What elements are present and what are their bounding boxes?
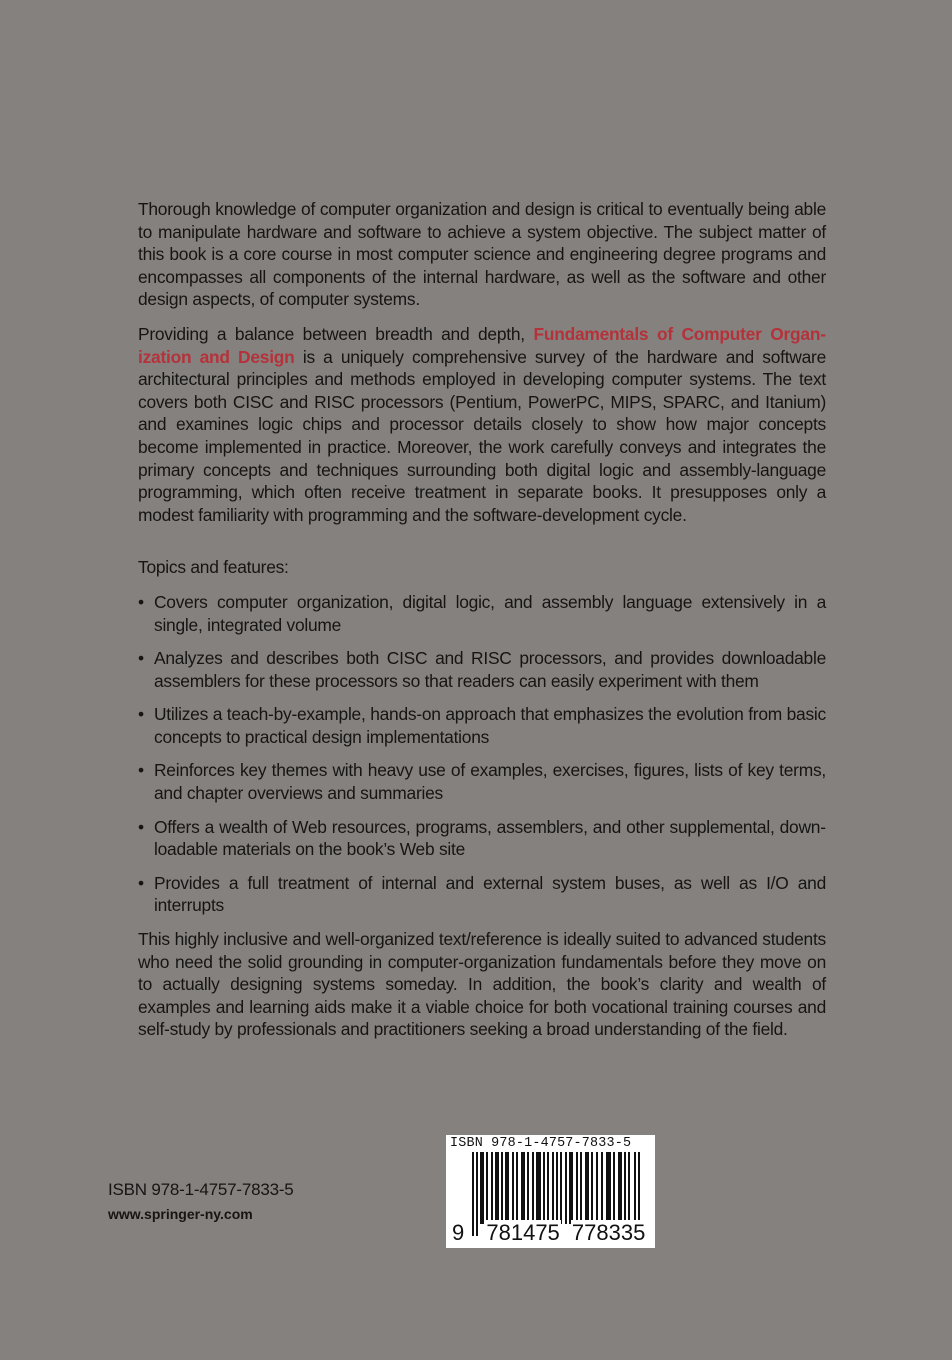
closing-paragraph: This highly inclusive and well-organized text/reference is ideally suited to advanced students who need the solid grounding in computer-organization fundamentals before they move on to actually designing systems someday. In addition, the book’s clarity and wealth of examples and learning aids make it a viable choice for both vocational training courses and self-study by professionals and practitioners seeking a broad understanding of the field.: [138, 929, 826, 1040]
feature-item: [138, 703, 826, 748]
barcode-digit-prefix: 9: [452, 1220, 465, 1245]
bullet-icon: •: [138, 648, 144, 669]
bullet-icon: •: [138, 591, 144, 612]
topics-heading: Topics and features:: [138, 557, 289, 578]
bullet-icon: •: [138, 704, 144, 725]
book-title: Fundamentals of Computer Organization and Design: [138, 323, 826, 367]
intro-paragraph: Thorough knowledge of computer organization and design is critical to eventually being able to manipulate hardware and software to achieve a system objective. The subject matter of this book is a core course in most computer science and engineering degree programs and encompasses all components of the internal hardware, as well as the software and other design aspects, of computer systems.: [138, 199, 826, 310]
feature-text: Utilizes a teach-by-example, hands-on approach that emphasizes the evolution from basic concepts to practical design implementations: [154, 704, 826, 747]
feature-item: [138, 872, 826, 917]
feature-item: [138, 759, 826, 804]
bullet-icon: •: [138, 872, 144, 893]
bullet-icon: •: [138, 760, 144, 781]
isbn-text: ISBN 978-1-4757-7833-5: [108, 1180, 294, 1199]
isbn-barcode: [446, 1135, 655, 1248]
barcode-digits: [451, 1222, 646, 1244]
feature-text: Reinforces key themes with heavy use of examples, exercises, figures, lists of key terms, and chapter overviews and summaries: [154, 760, 826, 804]
barcode-digit-right-group: 778335: [571, 1220, 646, 1245]
features-list: [138, 591, 826, 917]
description-lead: Providing a balance between breadth and depth,: [138, 323, 534, 344]
feature-text: Provides a full treatment of internal and external system buses, as well as I/O and interrupts: [154, 872, 826, 916]
publisher-website-link[interactable]: www.springer-ny.com: [108, 1206, 253, 1222]
feature-item: [138, 591, 826, 636]
feature-text: Analyzes and describes both CISC and RISC processors, and provides downloadable assemblers for these processors so that readers can easily experiment with them: [154, 648, 826, 691]
barcode-isbn-label: ISBN 978-1-4757-7833-5: [450, 1136, 632, 1151]
description-paragraph: [138, 323, 826, 526]
description-rest: is a uniquely comprehensive survey of the hardware and software architectural principles and methods employed in developing computer systems. The text covers both CISC and RISC processors (Pentium, PowerPC, MIPS, SPARC, and Itanium) and examines logic chips and processor details closely to show how major concepts become implemented in practice. Moreover, the work carefully conveys and integrates the primary concepts and techniques surrounding both digital logic and assembly-language programming, which often receive treatment in separate books. It presupposes only a modest familiarity with programming and the software-development cycle.: [138, 346, 826, 525]
feature-text: Covers computer organization, digital logic, and assembly language extensively in a single, integrated volume: [154, 591, 826, 635]
back-cover-blurb: [138, 198, 826, 1053]
feature-text: Offers a wealth of Web resources, programs, assemblers, and other supplemental, downloadable materials on the book’s Web site: [154, 816, 826, 860]
bullet-icon: •: [138, 816, 144, 837]
barcode-digit-left-group: 781475: [486, 1220, 560, 1245]
feature-item: [138, 816, 826, 861]
feature-item: [138, 647, 826, 692]
